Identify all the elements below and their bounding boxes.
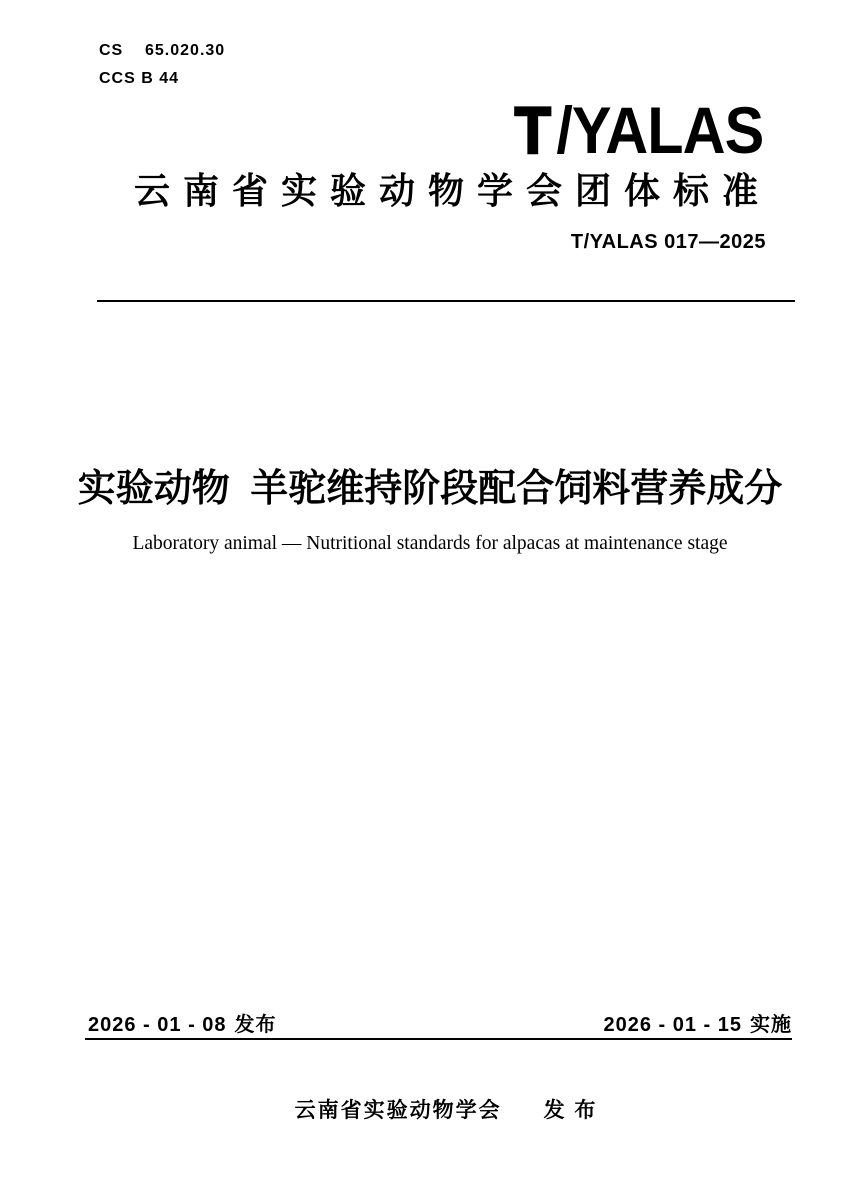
implementation-date-value: 2026 - 01 - 15 (603, 1014, 742, 1036)
document-title-chinese: 实验动物 羊驼维持阶段配合饲料营养成分 (77, 468, 783, 510)
implementation-date (603, 1008, 792, 1037)
issue-date (88, 1008, 277, 1037)
issue-date-value: 2026 - 01 - 08 (88, 1014, 227, 1036)
standard-number: T/YALAS 017—2025 (570, 231, 766, 253)
dates-row (88, 1008, 792, 1037)
ics-classification-code: CS 65.020.30 (99, 42, 226, 59)
document-title-english: Laboratory animal — Nutritional standards for alpacas at maintenance stage (132, 533, 728, 554)
logo-suffix: /YALAS (556, 93, 763, 167)
footer-divider-rule (85, 1038, 792, 1040)
header-divider-rule (97, 300, 795, 302)
publisher-row (97, 1094, 795, 1124)
publish-action-label: 发 布 (543, 1099, 598, 1122)
issue-date-label: 发布 (234, 1014, 277, 1036)
publisher-name: 云南省实验动物学会 (294, 1099, 502, 1122)
organization-standard-heading: 云南省实验动物学会团体标准 (133, 170, 771, 211)
implementation-date-label: 实施 (750, 1014, 792, 1036)
logo-t-mark: T (514, 93, 550, 167)
ccs-classification-code: CCS B 44 (99, 70, 180, 87)
standard-body-logo (514, 93, 763, 167)
